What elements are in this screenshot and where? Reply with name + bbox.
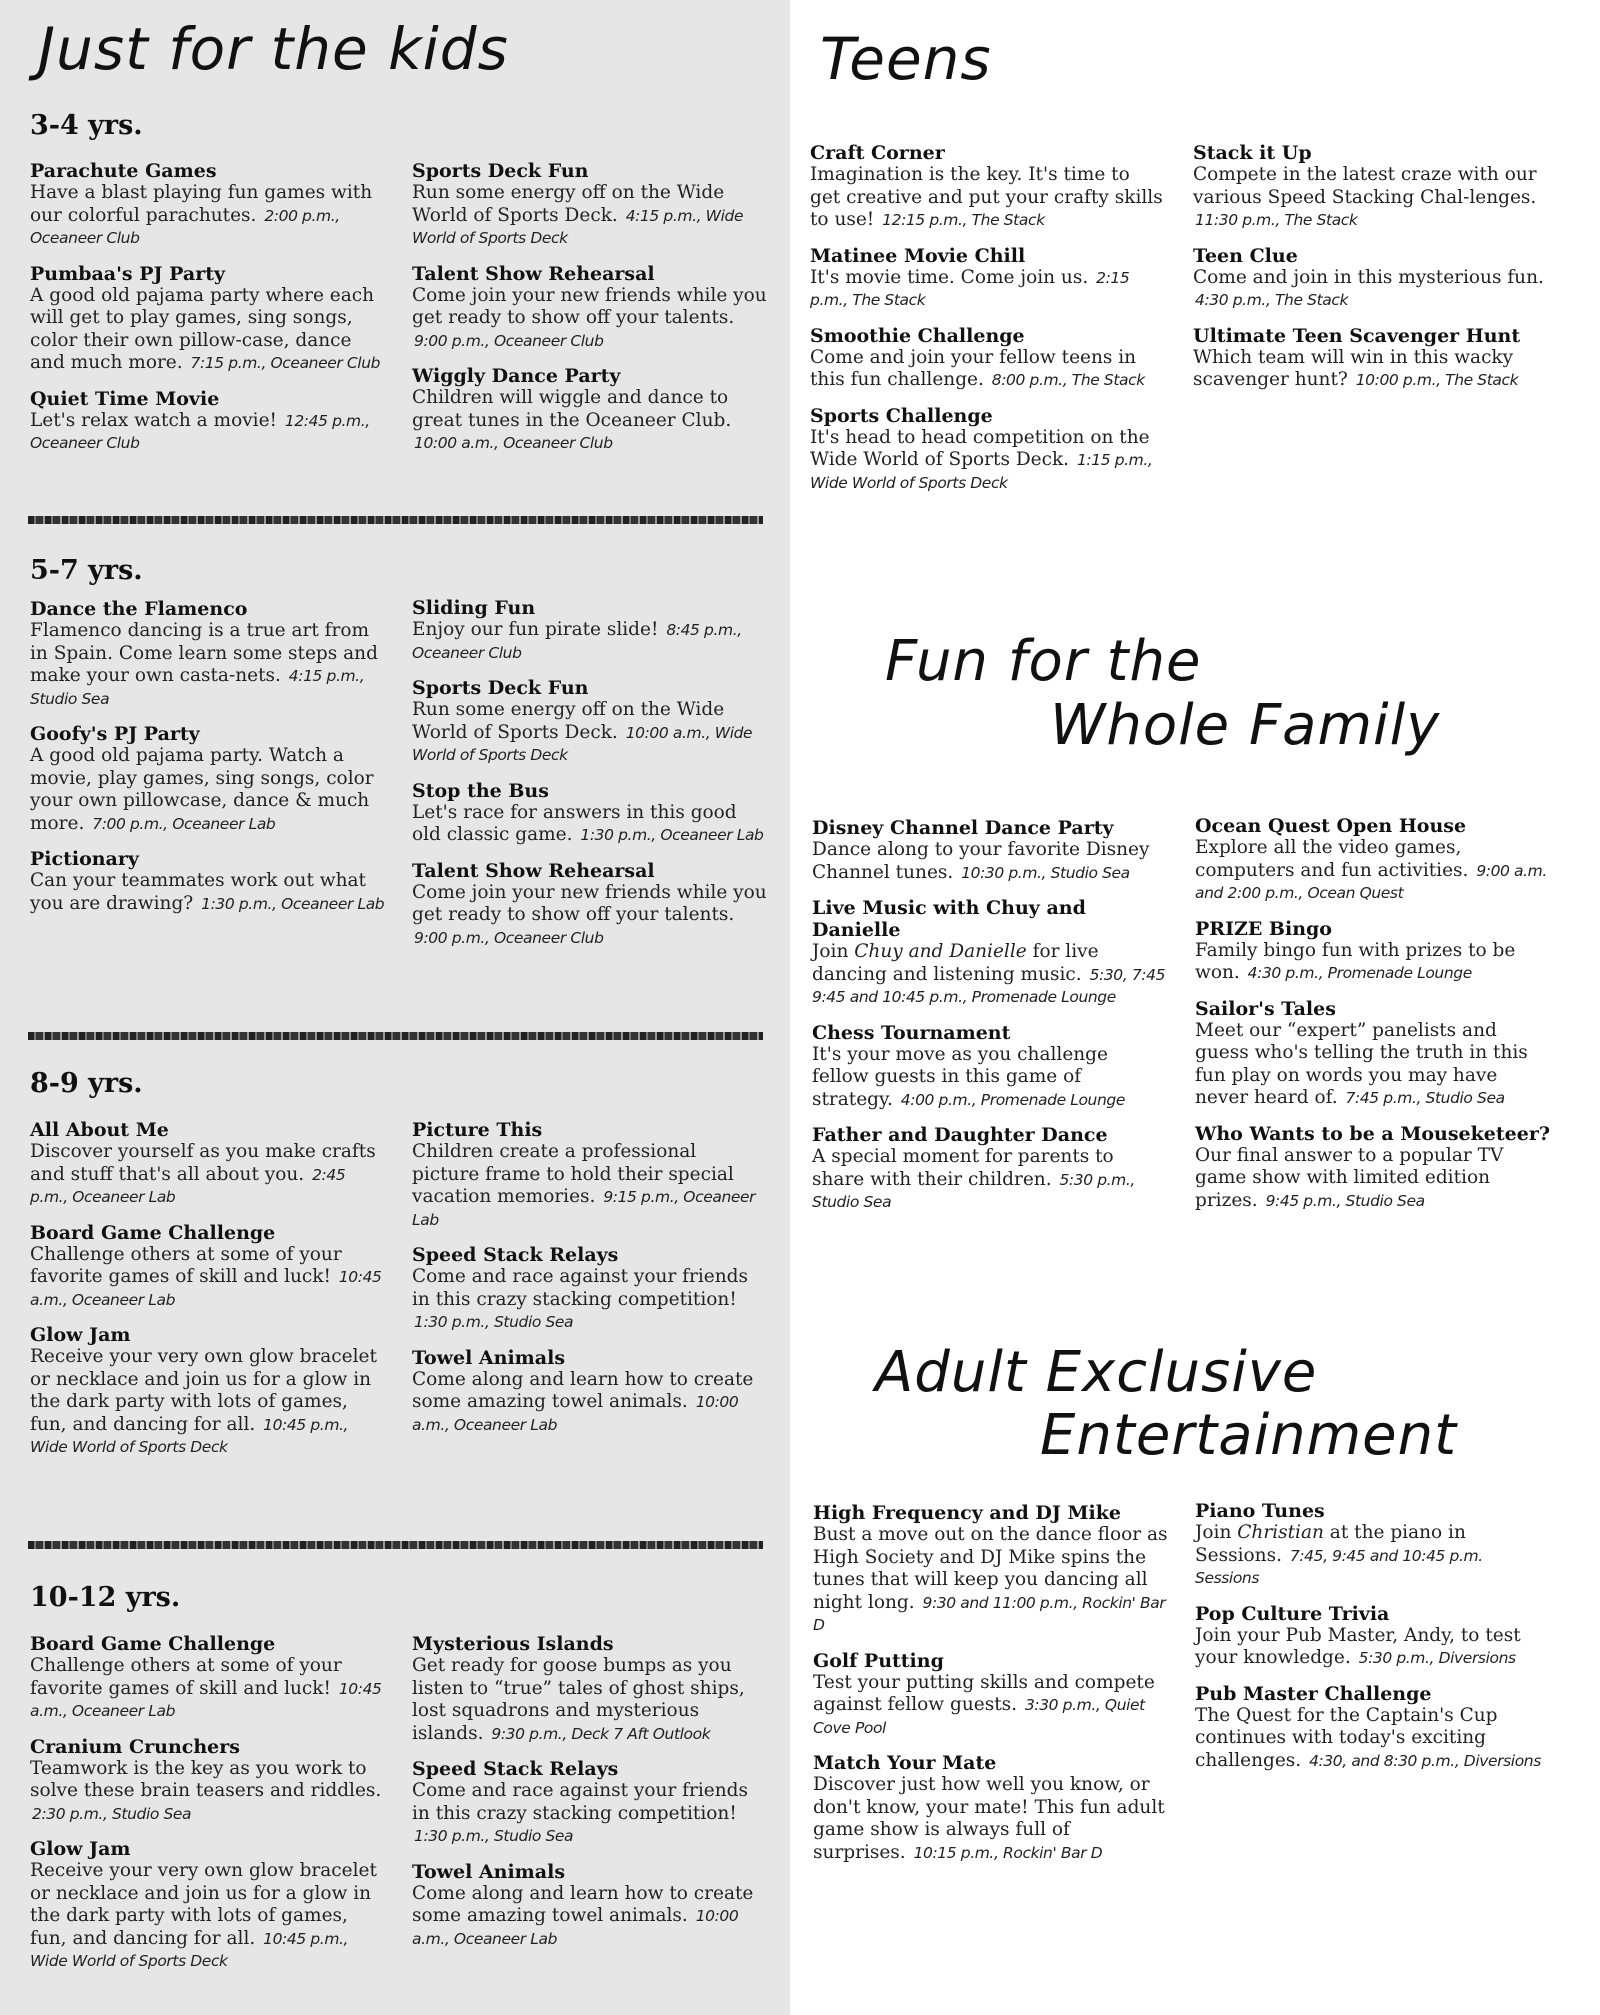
- activity-title: Goofy's PJ Party: [30, 723, 200, 745]
- event-time-location: 1:30 p.m., Studio Sea: [414, 1827, 574, 1845]
- activity-description-text: for live dancing and listening music.: [812, 941, 1099, 985]
- activity-title: Piano Tunes: [1195, 1500, 1325, 1522]
- activity-description: [810, 427, 1165, 495]
- activity-item: [30, 848, 385, 915]
- teens-family-adult-panel: [790, 0, 1600, 2015]
- activity-title: Sailor's Tales: [1195, 997, 1336, 1020]
- event-time-location: 11:30 p.m., The Stack: [1195, 211, 1358, 229]
- event-time-location: 8:00 p.m., The Stack: [991, 371, 1145, 389]
- activity-item: [412, 263, 767, 353]
- activity-title: PRIZE Bingo: [1195, 917, 1332, 940]
- activity-description-text: Come join your new friends while you get ready to show off your talents.: [412, 284, 767, 328]
- age-heading: 3-4 yrs.: [30, 110, 143, 141]
- activity-description: [412, 1266, 767, 1334]
- event-time-location: 9:30 p.m., Deck 7 Aft Outlook: [491, 1724, 711, 1743]
- activity-title: Talent Show Rehearsal: [412, 262, 655, 285]
- event-time-location: 10:00 a.m., Oceaneer Lab: [412, 1907, 739, 1948]
- teens-heading: Teens: [820, 25, 992, 93]
- section-divider: [28, 1541, 763, 1549]
- event-time-location: 7:15 p.m., Oceaneer Club: [190, 354, 381, 372]
- event-time-location: 9:45 p.m., Studio Sea: [1265, 1191, 1425, 1210]
- event-time-location: 1:30 p.m., Studio Sea: [414, 1313, 574, 1331]
- group-10-12-right-column: [412, 1633, 767, 1963]
- activity-title: Sports Deck Fun: [412, 160, 589, 182]
- activity-description-text: A good old pajama party. Watch a movie, play games, sing songs, color your own pillowcase, dance & much more.: [30, 745, 374, 834]
- activity-item: [812, 897, 1167, 1009]
- activity-description-text: A good old pajama party where each will get to play games, sing songs, color their own pillow-case, dance and much more.: [30, 284, 375, 373]
- activity-item: [1195, 998, 1550, 1110]
- activity-title: Parachute Games: [30, 160, 217, 182]
- activity-description-text: Come and race against your friends in this crazy stacking competition!: [412, 1266, 748, 1310]
- activity-item: [1195, 1123, 1550, 1213]
- activity-description: [813, 1672, 1168, 1740]
- event-time-location: 4:00 p.m., Promenade Lounge: [900, 1090, 1125, 1109]
- activity-item: [412, 860, 767, 950]
- activity-description: [30, 745, 385, 835]
- activity-description: [1195, 940, 1550, 985]
- activity-title: Teen Clue: [1193, 244, 1298, 267]
- activity-item: [412, 1119, 767, 1231]
- event-time-location: 5:30 p.m., Diversions: [1358, 1649, 1516, 1667]
- activity-title: Stop the Bus: [412, 779, 549, 802]
- adult-right-column: [1195, 1500, 1550, 1785]
- family-heading-line2: Whole Family: [1050, 693, 1441, 758]
- activity-description: [1193, 267, 1548, 312]
- activity-description-text: Can your teammates work out what you are drawing?: [30, 870, 366, 914]
- activity-title: Golf Putting: [813, 1649, 944, 1672]
- activity-item: [810, 325, 1165, 392]
- activity-description-text: Family bingo fun with prizes to be won.: [1195, 939, 1516, 983]
- activity-description: [30, 1346, 385, 1459]
- activity-item: [813, 1650, 1168, 1740]
- activity-item: [810, 245, 1165, 312]
- activity-title: Pub Master Challenge: [1195, 1682, 1432, 1705]
- event-time-location: 10:15 p.m., Rockin' Bar D: [913, 1843, 1103, 1862]
- event-time-location: 2:15 p.m., The Stack: [810, 268, 1130, 309]
- event-time-location: 5:30 p.m., Studio Sea: [812, 1170, 1135, 1211]
- activity-item: [30, 598, 385, 710]
- activity-description-text: It's head to head competition on the Wide World of Sports Deck.: [810, 426, 1150, 470]
- performer-name: Chuy and Danielle: [854, 941, 1027, 962]
- activity-item: [30, 263, 385, 375]
- activity-title: All About Me: [30, 1119, 169, 1141]
- age-heading: 10-12 yrs.: [30, 1582, 181, 1613]
- activity-description: [810, 164, 1165, 232]
- event-time-location: 10:45 p.m., Wide World of Sports Deck: [30, 1929, 349, 1970]
- event-time-location: 10:00 a.m., Oceaneer Club: [414, 434, 613, 452]
- activity-description: [412, 1883, 767, 1951]
- event-time-location: 9:00 p.m., Oceaneer Club: [414, 928, 604, 947]
- activity-title: Matinee Movie Chill: [810, 244, 1026, 267]
- event-time-location: 2:00 p.m., Oceaneer Club: [30, 206, 340, 247]
- activity-title: Craft Corner: [810, 142, 945, 164]
- activity-description-text: Come and join your fellow teens in this fun challenge.: [810, 346, 1137, 390]
- activity-title: Disney Channel Dance Party: [812, 817, 1114, 839]
- activity-description-text: Our final answer to a popular TV game show with limited edition prizes.: [1195, 1144, 1504, 1211]
- activity-description-text: Test your putting skills and compete against fellow guests.: [813, 1671, 1155, 1715]
- activity-description: [30, 1655, 385, 1723]
- activity-title: Glow Jam: [30, 1324, 131, 1346]
- activity-item: [30, 1838, 385, 1973]
- family-right-column: [1195, 815, 1550, 1225]
- activity-description: [1193, 347, 1548, 392]
- activity-description-text: Bust a move out on the dance floor as High Society and DJ Mike spins the tunes that will keep you dancing all night long.: [813, 1524, 1168, 1613]
- activity-title: Picture This: [412, 1119, 543, 1141]
- activity-description-text: A special moment for parents to share with their children.: [812, 1146, 1114, 1190]
- activity-item: [812, 1124, 1167, 1214]
- activity-title: Pictionary: [30, 848, 139, 870]
- activity-item: [1193, 142, 1548, 232]
- activity-item: [30, 160, 385, 250]
- activity-item: [412, 1244, 767, 1334]
- activity-title: Dance the Flamenco: [30, 598, 248, 620]
- activity-description-text: Join: [1195, 1522, 1232, 1543]
- activity-description: [812, 1044, 1167, 1112]
- activity-item: [30, 1119, 385, 1209]
- activity-description-text: Run some energy off on the Wide World of Sports Deck.: [412, 182, 725, 226]
- event-time-location: 1:30 p.m., Oceaneer Lab: [580, 826, 764, 844]
- activity-description: [30, 1244, 385, 1312]
- activity-item: [1195, 1500, 1550, 1590]
- activity-description-text: Compete in the latest craze with our various Speed Stacking Chal-lenges.: [1193, 164, 1537, 208]
- activity-title: Pop Culture Trivia: [1195, 1602, 1390, 1625]
- activity-description-text: It's your move as you challenge fellow guests in this game of strategy.: [812, 1043, 1108, 1110]
- event-time-location: 10:00 p.m., The Stack: [1355, 371, 1519, 389]
- activity-title: Wiggly Dance Party: [412, 365, 621, 387]
- activity-item: [412, 1347, 767, 1437]
- event-time-location: 3:30 p.m., Quiet Cove Pool: [813, 1696, 1145, 1737]
- activity-description: [30, 1860, 385, 1973]
- activity-title: Sliding Fun: [412, 597, 536, 619]
- activity-item: [813, 1502, 1168, 1637]
- group-8-9-left-column: [30, 1119, 385, 1472]
- activity-title: Board Game Challenge: [30, 1633, 276, 1655]
- activity-item: [412, 160, 767, 250]
- activity-item: [813, 1752, 1168, 1864]
- event-time-location: 4:30 p.m., The Stack: [1195, 291, 1349, 309]
- activity-item: [30, 723, 385, 835]
- activity-description-text: Come along and learn how to create some amazing towel animals.: [412, 1882, 754, 1926]
- group-3-4-right-column: [412, 160, 767, 468]
- activity-description: [412, 699, 767, 767]
- section-divider: [28, 516, 763, 524]
- activity-title: Stack it Up: [1193, 142, 1312, 164]
- activity-description: [812, 1146, 1167, 1214]
- activity-item: [30, 1324, 385, 1459]
- activity-description: [30, 1141, 385, 1209]
- event-time-location: 1:30 p.m., Oceaneer Lab: [201, 894, 385, 913]
- activity-title: Pumbaa's PJ Party: [30, 262, 226, 285]
- activity-item: [412, 780, 767, 847]
- activity-description: [810, 347, 1165, 392]
- activity-item: [1195, 918, 1550, 985]
- event-time-location: 4:15 p.m., Wide World of Sports Deck: [412, 206, 744, 247]
- activity-description: [1195, 1145, 1550, 1213]
- activity-description: [1195, 1020, 1550, 1110]
- activity-title: Speed Stack Relays: [412, 1758, 619, 1780]
- activity-description-text: Let's race for answers in this good old classic game.: [412, 801, 737, 845]
- activity-description-text: Children create a professional picture frame to hold their special vacation memories.: [412, 1141, 734, 1207]
- activity-title: Ocean Quest Open House: [1195, 815, 1467, 837]
- event-time-location: 9:00 a.m. and 2:00 p.m., Ocean Quest: [1195, 861, 1547, 902]
- group-8-9-right-column: [412, 1119, 767, 1449]
- event-time-location: 10:00 a.m., Oceaneer Lab: [412, 1393, 739, 1434]
- activity-item: [412, 677, 767, 767]
- activity-description-text: Flamenco dancing is a true art from in Spain. Come learn some steps and make your own casta-nets.: [30, 620, 378, 686]
- group-3-4-left-column: [30, 160, 385, 468]
- activity-title: Chess Tournament: [812, 1021, 1011, 1044]
- event-time-location: 9:15 p.m., Oceaneer Lab: [412, 1188, 756, 1229]
- activity-description-text: Come and join in this mysterious fun.: [1193, 266, 1544, 288]
- activity-item: [1193, 325, 1548, 392]
- activity-description: [30, 1758, 385, 1826]
- family-heading-line1: Fun for the: [885, 629, 1202, 694]
- activity-description-text: Challenge others at some of your favorite games of skill and luck!: [30, 1655, 342, 1699]
- teens-right-column: [1193, 142, 1548, 405]
- activity-description: [30, 410, 385, 455]
- activity-description: [1195, 1705, 1550, 1773]
- activity-title: Towel Animals: [412, 1346, 566, 1369]
- event-time-location: 4:30 p.m., Promenade Lounge: [1247, 964, 1472, 982]
- activity-description-text: Join: [812, 941, 849, 962]
- activity-description-text: Dance along to your favorite Disney Channel tunes.: [812, 839, 1150, 883]
- activity-description-text: Have a blast playing fun games with our colorful parachutes.: [30, 182, 373, 226]
- activity-description: [412, 285, 767, 353]
- event-time-location: 4:30, and 8:30 p.m., Diversions: [1309, 1751, 1541, 1770]
- activity-description-text: Receive your very own glow bracelet or necklace and join us for a glow in the dark party with lots of games, fun, and dancing for all.: [30, 1346, 377, 1435]
- activity-item: [1193, 245, 1548, 312]
- activity-description: [412, 387, 767, 455]
- activity-description: [813, 1524, 1168, 1637]
- activity-description-text: Get ready for goose bumps as you listen to “true” tales of ghost ships, lost squadrons and mysterious islands.: [412, 1655, 745, 1744]
- activity-description-text: at the piano in Sessions.: [1195, 1522, 1466, 1566]
- activity-description-text: Challenge others at some of your favorite games of skill and luck!: [30, 1243, 342, 1287]
- activity-description: [812, 941, 1167, 1009]
- activity-description: [412, 882, 767, 950]
- activity-description: [810, 267, 1165, 312]
- activity-item: [1195, 1683, 1550, 1773]
- activity-title: Ultimate Teen Scavenger Hunt: [1193, 324, 1521, 347]
- event-time-location: 7:00 p.m., Oceaneer Lab: [92, 814, 276, 833]
- activity-description-text: Receive your very own glow bracelet or necklace and join us for a glow in the dark party with lots of games, fun, and dancing for all.: [30, 1860, 377, 1949]
- activity-description-text: Which team will win in this wacky scavenger hunt?: [1193, 346, 1514, 390]
- adult-heading-line1: Adult Exclusive: [875, 1340, 1318, 1405]
- activity-description: [412, 802, 767, 847]
- activity-title: Match Your Mate: [813, 1752, 997, 1774]
- activity-description-text: Imagination is the key. It's time to get creative and put your crafty skills to use!: [810, 164, 1163, 230]
- activity-description: [412, 182, 767, 250]
- activity-description: [812, 839, 1167, 884]
- activity-item: [810, 405, 1165, 495]
- activity-item: [412, 1633, 767, 1745]
- event-time-location: 4:15 p.m., Studio Sea: [30, 667, 365, 708]
- activity-item: [412, 365, 767, 455]
- activity-description-text: Teamwork is the key as you work to solve these brain teasers and riddles.: [30, 1757, 382, 1801]
- activity-description-text: Join your Pub Master, Andy, to test your knowledge.: [1195, 1624, 1521, 1668]
- activity-title: Towel Animals: [412, 1860, 566, 1883]
- activity-description-text: Let's relax watch a movie!: [30, 409, 277, 431]
- activity-description-text: Enjoy our fun pirate slide!: [412, 619, 659, 640]
- activity-item: [30, 1736, 385, 1826]
- activity-description: [412, 1780, 767, 1848]
- activity-item: [1195, 815, 1550, 905]
- section-divider: [28, 1032, 763, 1040]
- activity-description-text: Children will wiggle and dance to great tunes in the Oceaneer Club.: [412, 387, 732, 431]
- activity-item: [30, 1633, 385, 1723]
- activity-title: Board Game Challenge: [30, 1221, 276, 1244]
- activity-description: [30, 182, 385, 250]
- teens-left-column: [810, 142, 1165, 507]
- activity-title: Live Music with Chuy and Danielle: [812, 897, 1086, 941]
- activity-description-text: Come join your new friends while you get ready to show off your talents.: [412, 881, 767, 925]
- activity-title: Sports Deck Fun: [412, 677, 589, 699]
- adult-left-column: [813, 1502, 1168, 1877]
- event-time-location: 9:00 p.m., Oceaneer Club: [414, 331, 604, 350]
- activity-description: [30, 620, 385, 710]
- activity-item: [412, 1861, 767, 1951]
- activity-description-text: Discover just how well you know, or don't know, your mate! This fun adult game show is always full of surprises.: [813, 1774, 1165, 1863]
- event-time-location: 10:45 a.m., Oceaneer Lab: [30, 1679, 382, 1720]
- event-time-location: 12:45 p.m., Oceaneer Club: [30, 411, 370, 452]
- adult-heading-line2: Entertainment: [1040, 1403, 1458, 1468]
- activity-item: [812, 817, 1167, 884]
- event-time-location: 2:30 p.m., Studio Sea: [32, 1804, 192, 1823]
- activity-description-text: Discover yourself as you make crafts and stuff that's all about you.: [30, 1141, 376, 1185]
- activity-item: [812, 1022, 1167, 1112]
- event-time-location: 7:45 p.m., Studio Sea: [1345, 1089, 1505, 1107]
- group-5-7-right-column: [412, 597, 767, 962]
- activity-item: [412, 1758, 767, 1848]
- event-time-location: 2:45 p.m., Oceaneer Lab: [30, 1165, 346, 1206]
- activity-title: High Frequency and DJ Mike: [813, 1502, 1121, 1524]
- activity-description: [30, 285, 385, 375]
- activity-description-text: The Quest for the Captain's Cup continues with today's exciting challenges.: [1195, 1704, 1498, 1771]
- activity-title: Father and Daughter Dance: [812, 1124, 1108, 1146]
- activity-description: [412, 1141, 767, 1231]
- kids-panel: [0, 0, 790, 2015]
- event-time-location: 9:30 and 11:00 p.m., Rockin' Bar D: [813, 1593, 1166, 1634]
- activity-item: [412, 597, 767, 664]
- activity-title: Smoothie Challenge: [810, 324, 1025, 347]
- activity-title: Quiet Time Movie: [30, 387, 220, 410]
- activity-description: [1195, 1522, 1550, 1590]
- activity-title: Speed Stack Relays: [412, 1244, 619, 1266]
- group-10-12-left-column: [30, 1633, 385, 1986]
- activity-description: [1195, 1625, 1550, 1670]
- activity-item: [30, 1222, 385, 1312]
- family-left-column: [812, 817, 1167, 1227]
- event-time-location: 7:45, 9:45 and 10:45 p.m. Sessions: [1195, 1546, 1483, 1587]
- event-time-location: 10:45 p.m., Wide World of Sports Deck: [30, 1415, 349, 1456]
- activity-title: Mysterious Islands: [412, 1633, 614, 1655]
- activity-title: Talent Show Rehearsal: [412, 859, 655, 882]
- activity-description: [412, 619, 767, 664]
- activity-item: [810, 142, 1165, 232]
- activity-description: [412, 1655, 767, 1745]
- activity-description-text: It's movie time. Come join us.: [810, 266, 1089, 288]
- activity-item: [1195, 1603, 1550, 1670]
- activity-description-text: Come along and learn how to create some amazing towel animals.: [412, 1368, 754, 1412]
- activity-title: Cranium Crunchers: [30, 1735, 240, 1758]
- activity-description: [30, 870, 385, 915]
- event-time-location: 5:30, 7:45 9:45 and 10:45 p.m., Promenade Lounge: [812, 965, 1166, 1006]
- activity-description-text: Run some energy off on the Wide World of Sports Deck.: [412, 699, 725, 743]
- age-heading: 8-9 yrs.: [30, 1068, 143, 1099]
- activity-description: [412, 1369, 767, 1437]
- activity-title: Glow Jam: [30, 1838, 131, 1860]
- activity-title: Sports Challenge: [810, 404, 993, 427]
- event-time-location: 10:00 a.m., Wide World of Sports Deck: [412, 723, 753, 764]
- group-5-7-left-column: [30, 598, 385, 928]
- event-time-location: 10:45 a.m., Oceaneer Lab: [30, 1268, 382, 1309]
- event-time-location: 12:15 p.m., The Stack: [882, 211, 1045, 229]
- event-time-location: 10:30 p.m., Studio Sea: [961, 863, 1130, 882]
- kids-heading: Just for the kids: [38, 15, 509, 83]
- activity-item: [30, 388, 385, 455]
- activity-description: [813, 1774, 1168, 1864]
- age-heading: 5-7 yrs.: [30, 555, 143, 586]
- performer-name: Christian: [1237, 1522, 1324, 1543]
- event-time-location: 1:15 p.m., Wide World of Sports Deck: [810, 451, 1153, 492]
- activity-description-text: Explore all the video games, computers and fun activities.: [1195, 837, 1469, 881]
- activity-description-text: Meet our “expert” panelists and guess who's telling the truth in this fun play on words you may have never heard of.: [1195, 1019, 1528, 1108]
- activity-description: [1195, 837, 1550, 905]
- activity-description: [1193, 164, 1548, 232]
- event-time-location: 8:45 p.m., Oceaneer Club: [412, 621, 742, 662]
- activity-description-text: Come and race against your friends in this crazy stacking competition!: [412, 1780, 748, 1824]
- activity-title: Who Wants to be a Mouseketeer?: [1195, 1122, 1550, 1145]
